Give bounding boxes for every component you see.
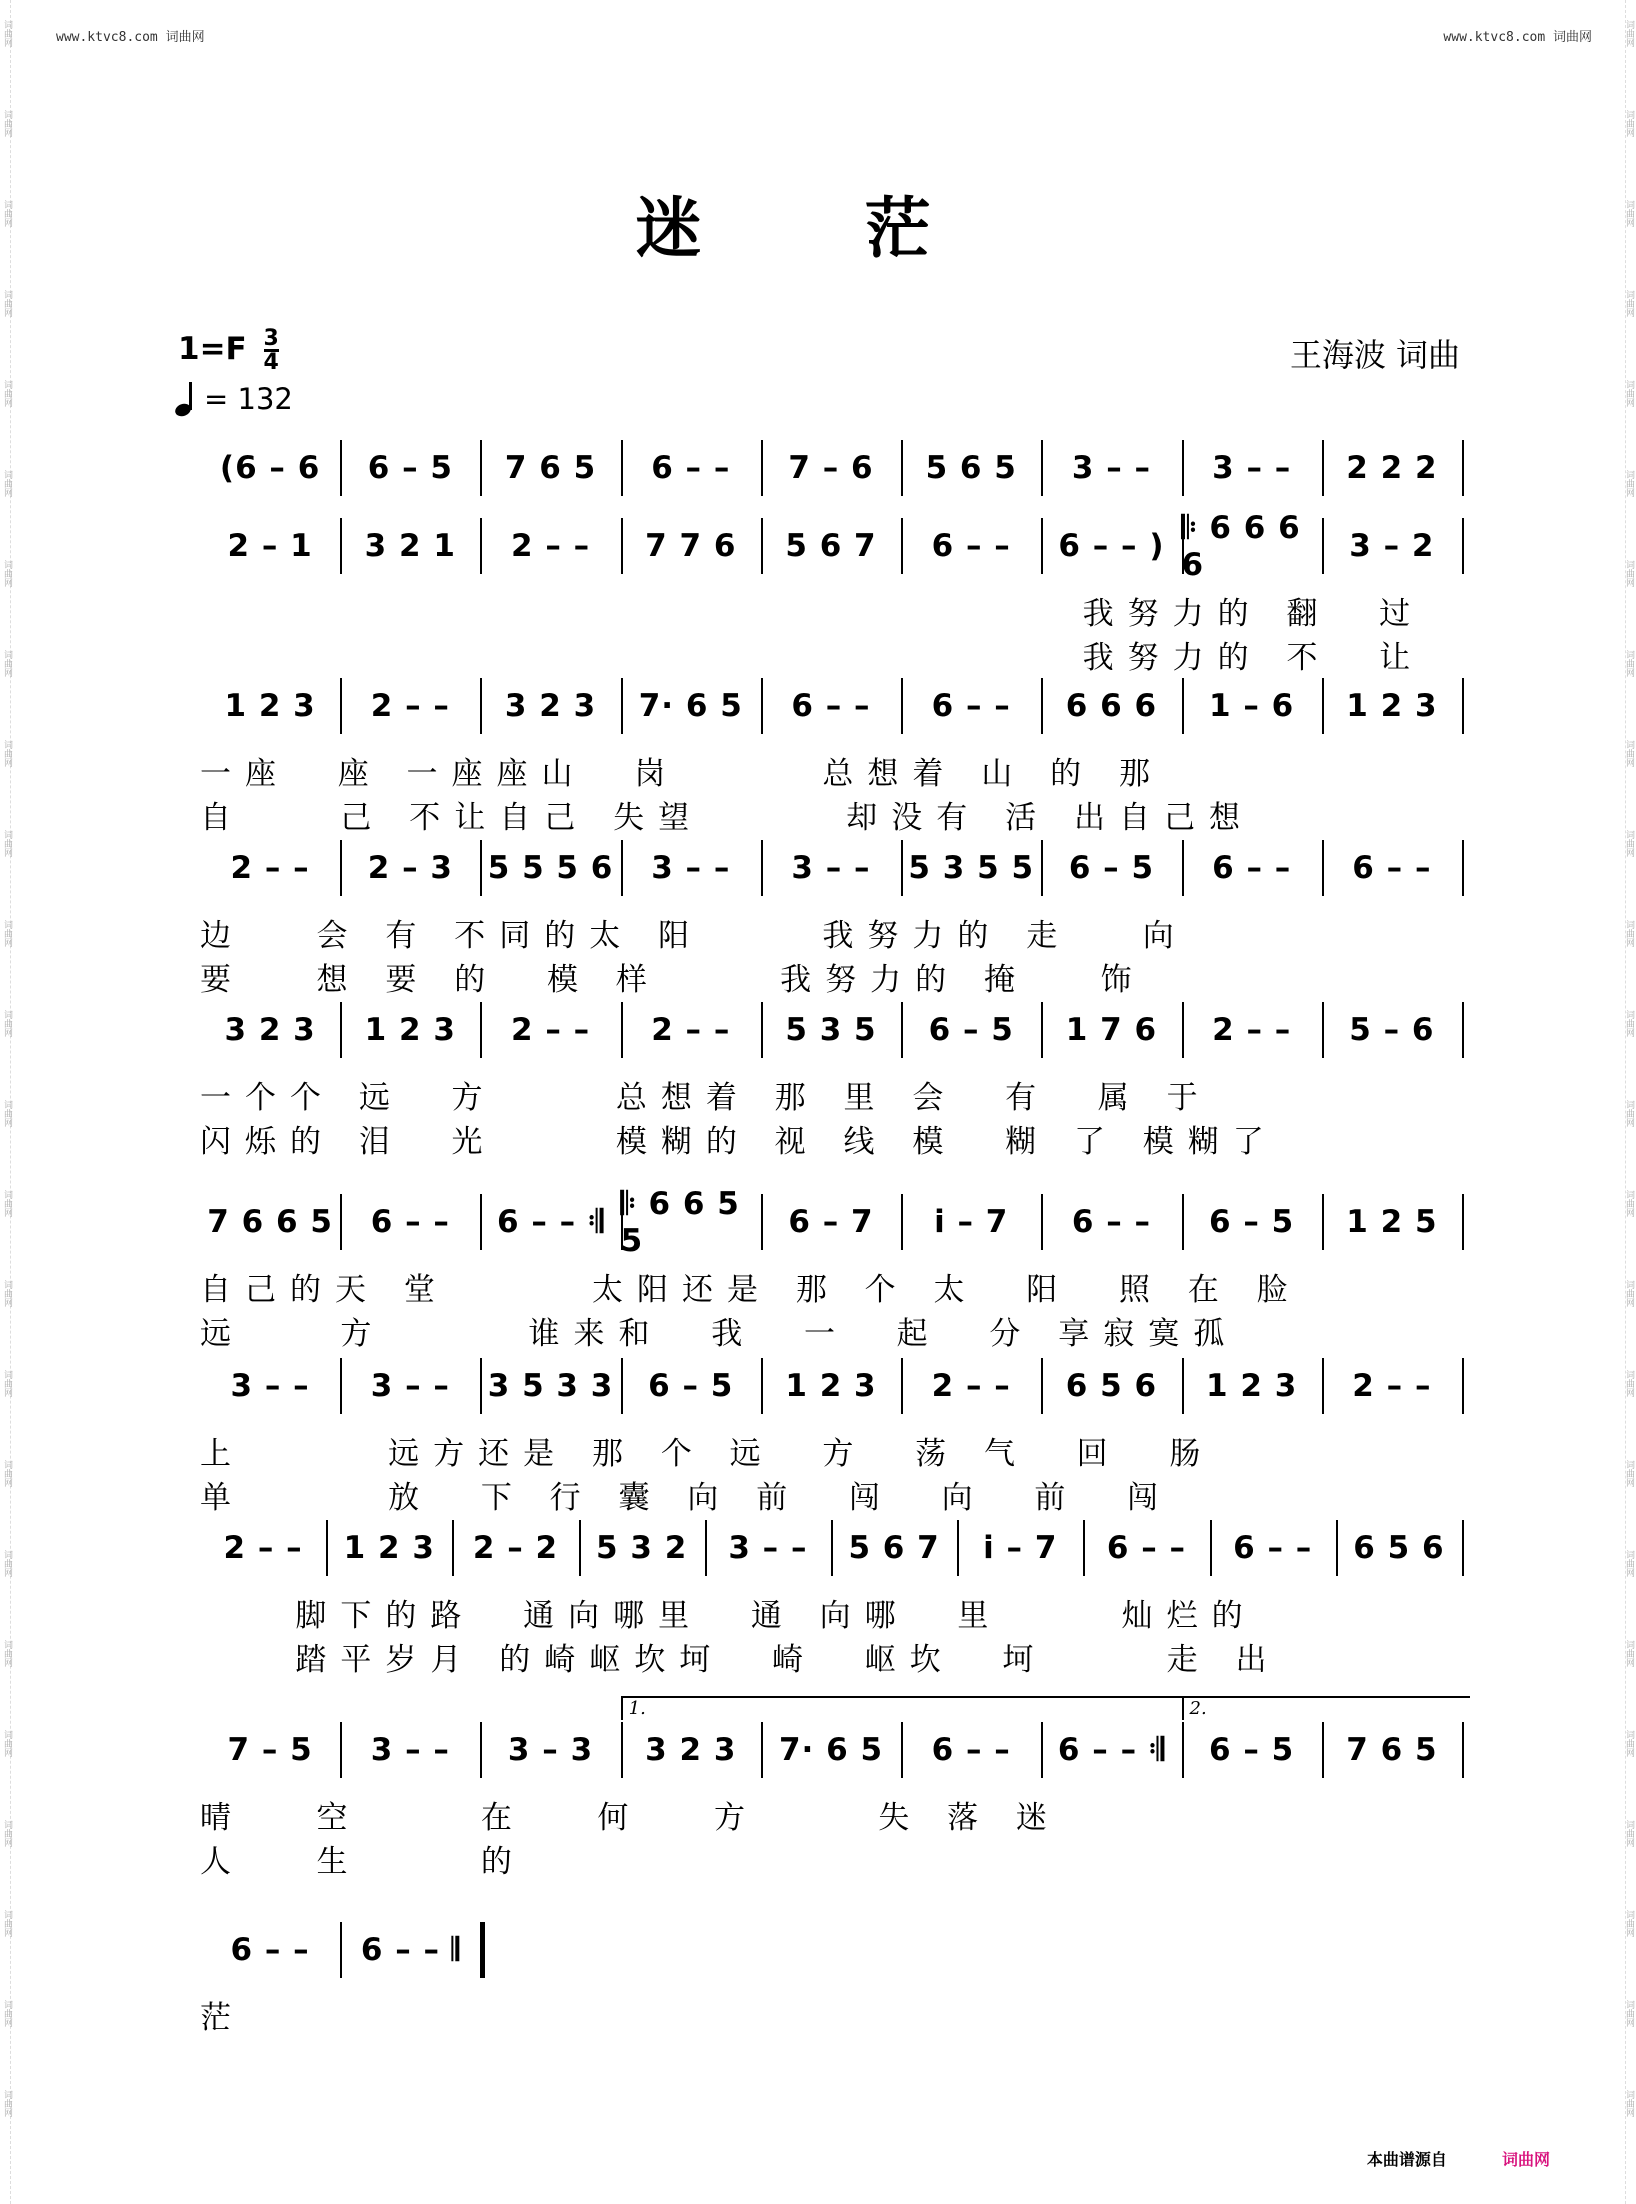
side-watermark-text: 词曲网 xyxy=(1624,740,1634,767)
lyric-line: 一个个 远 方 总想着 那 里 会 有 属 于 xyxy=(200,1080,1212,1116)
side-watermark-text: 词曲网 xyxy=(2,1820,12,1847)
lyric-line: 我努力的 不 让 xyxy=(200,640,1425,676)
side-watermark-text: 词曲网 xyxy=(2,1370,12,1397)
measure: 6 5 6 xyxy=(1353,1530,1445,1566)
barline xyxy=(1462,1722,1464,1778)
side-watermark-text: 词曲网 xyxy=(2,1460,12,1487)
staff xyxy=(200,1922,1462,1978)
measure: 6 6 6 xyxy=(1065,688,1158,724)
lyric-line: 踏平岁月 的崎岖坎坷 崎 岖坎 坷 走 出 xyxy=(200,1642,1281,1678)
side-watermark-text: 词曲网 xyxy=(2,1640,12,1667)
side-watermark-text: 词曲网 xyxy=(2,1010,12,1037)
measure: i – 7 xyxy=(934,1204,1009,1240)
volta-bracket: 1. xyxy=(621,1696,1182,1720)
side-watermark-text: 词曲网 xyxy=(1624,560,1634,587)
measure: 5 – 6 xyxy=(1349,1012,1435,1048)
barline xyxy=(1462,1002,1464,1058)
key-signature xyxy=(178,328,279,373)
side-watermark-text: 词曲网 xyxy=(2,1730,12,1757)
staff xyxy=(200,1185,1462,1259)
side-watermark-text: 词曲网 xyxy=(1624,1550,1634,1577)
measure: 6 – – xyxy=(1071,1204,1152,1240)
lyric-line: 要 想 要 的 模 样 我努力的 掩 饰 xyxy=(200,962,1146,998)
measure: 6 – – xyxy=(1106,1530,1187,1566)
staff xyxy=(200,1698,1462,1778)
barline xyxy=(1462,1358,1464,1414)
measure: 6 – 5 xyxy=(367,450,453,486)
header-site-right[interactable]: www.ktvc8.com 词曲网 xyxy=(1443,30,1592,45)
measure: 7 – 6 xyxy=(788,450,874,486)
measure: 6 – 5 xyxy=(648,1368,734,1404)
measure: 3 – – xyxy=(791,850,871,886)
measure: 6 5 6 xyxy=(1065,1368,1158,1404)
side-watermark-text: 词曲网 xyxy=(1624,920,1634,947)
barline xyxy=(480,1922,485,1978)
footer xyxy=(1367,2147,1550,2170)
side-watermark-text: 词曲网 xyxy=(1624,1190,1634,1217)
side-watermark-text: 词曲网 xyxy=(2,290,12,317)
measure: 1 2 3 xyxy=(343,1530,435,1566)
measure: i – 7 xyxy=(983,1530,1058,1566)
side-watermark-text: 词曲网 xyxy=(1624,1730,1634,1757)
side-watermark-text: 词曲网 xyxy=(2,110,12,137)
measure: 7· 6 5 xyxy=(638,688,743,724)
measure: 5 3 2 xyxy=(596,1530,688,1566)
side-watermark-text: 词曲网 xyxy=(2,470,12,497)
staff xyxy=(200,840,1462,896)
measure: 2 – – xyxy=(370,688,450,724)
staff xyxy=(200,1002,1462,1058)
measure: 3 2 1 xyxy=(364,528,456,564)
side-watermark-text: 词曲网 xyxy=(1624,830,1634,857)
measure: 5 6 7 xyxy=(785,528,877,564)
side-watermark-text: 词曲网 xyxy=(2,1280,12,1307)
lyric-line: 茫 xyxy=(200,2000,245,2036)
barline xyxy=(1462,440,1464,496)
staff xyxy=(200,1520,1462,1576)
staff xyxy=(200,678,1462,734)
footer-site-link[interactable]: 词曲网 xyxy=(1501,2150,1550,2169)
measure: 2 – – xyxy=(1352,1368,1432,1404)
song-title: 迷 茫 xyxy=(635,189,1001,267)
side-watermark-text: 词曲网 xyxy=(1624,1010,1634,1037)
measure: 5 3 5 5 xyxy=(908,850,1035,886)
lyric-line: 闪烁的 泪 光 模糊的 视 线 模 糊 了 模糊了 xyxy=(200,1124,1278,1160)
side-watermark-text: 词曲网 xyxy=(1624,2000,1634,2027)
measure: 1 2 3 xyxy=(1206,1368,1298,1404)
staff xyxy=(200,440,1462,496)
barline xyxy=(1462,518,1464,574)
side-watermark-text: 词曲网 xyxy=(2,830,12,857)
lyric-line: 单 放 下 行 囊 向 前 闯 向 前 闯 xyxy=(200,1480,1173,1516)
measure: 1 2 3 xyxy=(224,688,316,724)
measure: 6 – 5 xyxy=(1209,1204,1295,1240)
side-watermark-text: 词曲网 xyxy=(1624,290,1634,317)
footer-source: 本曲谱源自 xyxy=(1366,2150,1447,2169)
lyric-line: 晴 空 在 何 方 失 落 迷 xyxy=(200,1800,1061,1836)
measure: 6 – – ) xyxy=(1058,528,1165,564)
staff xyxy=(200,509,1462,583)
measure: 3 5 3 3 xyxy=(487,1368,614,1404)
side-watermark-text: 词曲网 xyxy=(1624,1910,1634,1937)
measure: 6 – – 𝄇 xyxy=(1057,1731,1165,1768)
measure: 7 7 6 xyxy=(645,528,737,564)
side-watermark-text: 词曲网 xyxy=(1624,110,1634,137)
side-watermark-text: 词曲网 xyxy=(1624,470,1634,497)
measure: 6 – – xyxy=(931,1732,1011,1768)
side-watermark-text: 词曲网 xyxy=(2,1550,12,1577)
measure: 1 2 3 xyxy=(785,1368,877,1404)
measure: 7 – 5 xyxy=(227,1732,313,1768)
tempo-mark xyxy=(174,380,293,418)
side-watermark-text: 词曲网 xyxy=(2,2000,12,2027)
measure: 2 – – xyxy=(651,1012,731,1048)
measure: 2 – – xyxy=(230,850,310,886)
lyric-line: 上 远方还是 那 个 远 方 荡 气 回 肠 xyxy=(200,1436,1215,1472)
lyric-line: 人 生 的 xyxy=(200,1844,526,1880)
side-watermark-text: 词曲网 xyxy=(2,1910,12,1937)
side-watermark-text: 词曲网 xyxy=(1624,650,1634,677)
side-watermark-text: 词曲网 xyxy=(1624,200,1634,227)
key-label: 1=F xyxy=(178,331,247,367)
measure: 𝄆 6 6 5 5 xyxy=(620,1185,740,1259)
measure: 6 – – 𝄂 xyxy=(360,1931,460,1968)
score-line xyxy=(0,440,1636,500)
time-signature xyxy=(264,328,279,373)
barline xyxy=(1462,1194,1464,1250)
time-numerator: 3 xyxy=(263,326,279,351)
measure: 6 – – xyxy=(931,528,1011,564)
measure: 6 – 5 xyxy=(1068,850,1155,886)
side-watermark-text: 词曲网 xyxy=(2,1100,12,1127)
measure: 2 – – xyxy=(931,1368,1011,1404)
measure: 2 – 2 xyxy=(472,1530,559,1566)
measure: 6 – 5 xyxy=(928,1012,1014,1048)
barline xyxy=(1462,678,1464,734)
measure: 3 – – xyxy=(370,1732,450,1768)
measure: 1 2 5 xyxy=(1346,1204,1438,1240)
side-watermark-text: 词曲网 xyxy=(2,2090,12,2117)
measure: 2 – 3 xyxy=(367,850,453,886)
side-watermark-text: 词曲网 xyxy=(2,650,12,677)
measure: 1 2 3 xyxy=(364,1012,456,1048)
measure: 3 – – xyxy=(728,1530,808,1566)
measure: (6 – 6 xyxy=(219,450,321,486)
side-watermark-text: 词曲网 xyxy=(1624,1460,1634,1487)
measure: 2 – – xyxy=(510,1012,591,1048)
measure: 7 6 5 xyxy=(1346,1732,1438,1768)
barline xyxy=(1462,1520,1464,1576)
side-watermark-text: 词曲网 xyxy=(1624,1820,1634,1847)
side-watermark-text: 词曲网 xyxy=(1624,1280,1634,1307)
side-watermark-text: 词曲网 xyxy=(1624,1100,1634,1127)
measure: 6 – – xyxy=(651,450,731,486)
measure: 2 – – xyxy=(510,528,591,564)
lyric-line: 边 会 有 不同的太 阳 我努力的 走 向 xyxy=(200,918,1188,954)
staff xyxy=(200,1358,1462,1414)
lyric-line: 脚下的路 通向哪里 通 向哪 里 灿烂的 xyxy=(200,1598,1257,1634)
tempo-value: = 132 xyxy=(204,382,293,416)
side-watermark-text: 词曲网 xyxy=(1624,20,1634,47)
measure: 3 – – xyxy=(1071,450,1152,486)
measure: 𝄆 6 6 6 6 xyxy=(1181,509,1301,583)
side-watermark-text: 词曲网 xyxy=(2,920,12,947)
measure: 6 – – 𝄇 xyxy=(497,1203,605,1240)
measure: 7 6 6 5 xyxy=(207,1204,333,1240)
measure: 6 – – xyxy=(370,1204,450,1240)
measure: 6 – – xyxy=(931,688,1011,724)
barline xyxy=(1462,840,1464,896)
measure: 6 – – xyxy=(230,1932,310,1968)
measure: 3 – 3 xyxy=(507,1732,594,1768)
side-watermark-text: 词曲网 xyxy=(2,200,12,227)
measure: 5 6 5 xyxy=(925,450,1017,486)
volta-bracket: 2. xyxy=(1182,1696,1470,1720)
measure: 6 – – xyxy=(1233,1530,1313,1566)
measure: 3 – – xyxy=(1212,450,1292,486)
measure: 1 – 6 xyxy=(1209,688,1295,724)
measure: 6 – – xyxy=(791,688,871,724)
side-watermark-text: 词曲网 xyxy=(1624,380,1634,407)
lyric-line: 自 己 不让自己 失望 却没有 活 出自己想 xyxy=(200,800,1254,836)
quarter-note-icon xyxy=(174,380,200,418)
header-site-left[interactable]: www.ktvc8.com 词曲网 xyxy=(56,30,205,45)
composer-credit: 王海波 词曲 xyxy=(1289,336,1460,374)
measure: 5 5 5 6 xyxy=(487,850,614,886)
side-watermark-text: 词曲网 xyxy=(1624,1370,1634,1397)
measure: 6 – 5 xyxy=(1209,1732,1295,1768)
measure: 2 2 2 xyxy=(1346,450,1438,486)
measure: 6 – 7 xyxy=(788,1204,874,1240)
measure: 3 2 3 xyxy=(224,1012,316,1048)
side-watermark-text: 词曲网 xyxy=(2,20,12,47)
measure: 1 2 3 xyxy=(1346,688,1438,724)
measure: 5 3 5 xyxy=(785,1012,877,1048)
measure: 2 – 1 xyxy=(227,528,313,564)
side-watermark-text: 词曲网 xyxy=(2,560,12,587)
lyric-line: 一座 座 一座座山 岗 总想着 山 的 那 xyxy=(200,756,1164,792)
measure: 2 – – xyxy=(223,1530,303,1566)
measure: 3 – – xyxy=(230,1368,310,1404)
side-watermark-text: 词曲网 xyxy=(2,1190,12,1217)
measure: 3 – – xyxy=(651,850,731,886)
measure: 3 2 3 xyxy=(645,1732,737,1768)
measure: 5 6 7 xyxy=(848,1530,940,1566)
measure: 3 – 2 xyxy=(1349,528,1435,564)
side-watermark-text: 词曲网 xyxy=(1624,1640,1634,1667)
measure: 2 – – xyxy=(1212,1012,1292,1048)
side-watermark-text: 词曲网 xyxy=(2,740,12,767)
lyric-line: 我努力的 翻 过 xyxy=(200,596,1425,632)
side-watermark-text: 词曲网 xyxy=(2,380,12,407)
measure: 6 – – xyxy=(1212,850,1292,886)
measure: 6 – – xyxy=(1352,850,1432,886)
time-denominator: 4 xyxy=(263,350,279,375)
side-watermark-text: 词曲网 xyxy=(1624,2090,1634,2117)
lyric-line: 远 方 谁来和 我 一 起 分 享寂寞孤 xyxy=(200,1316,1239,1352)
measure: 7 6 5 xyxy=(504,450,597,486)
lyric-line: 自己的天 堂 太阳还是 那 个 太 阳 照 在 脸 xyxy=(200,1272,1302,1308)
measure: 3 – – xyxy=(370,1368,450,1404)
measure: 7· 6 5 xyxy=(778,1732,884,1768)
measure: 1 7 6 xyxy=(1065,1012,1158,1048)
measure: 3 2 3 xyxy=(504,688,597,724)
